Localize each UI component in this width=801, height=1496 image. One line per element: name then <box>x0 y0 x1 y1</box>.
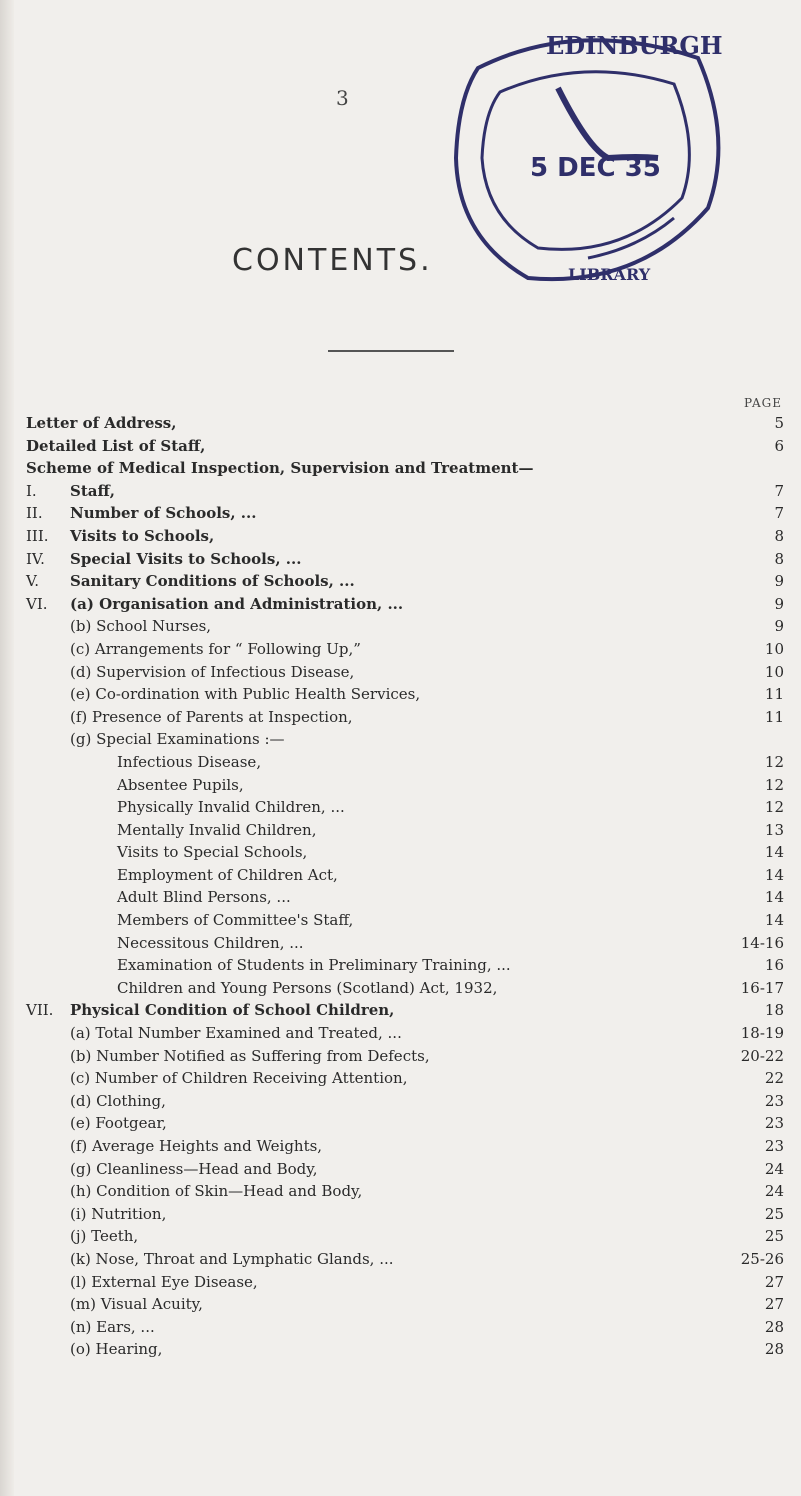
toc-entry-label: Sanitary Conditions of Schools, ... <box>70 572 355 591</box>
toc-entry <box>26 480 784 503</box>
toc-entry <box>26 796 784 819</box>
toc-entry <box>26 1022 784 1045</box>
toc-page-number: 25-26 <box>740 1249 784 1268</box>
toc-entry <box>26 525 784 548</box>
toc-entry <box>26 435 784 458</box>
toc-entry-label: (d) Supervision of Infectious Disease, <box>70 662 355 681</box>
toc-page-number: 5 <box>774 414 784 432</box>
table-of-contents <box>26 412 784 1361</box>
toc-entry-label: Members of Committee's Staff, <box>117 911 354 930</box>
toc-page-number: 22 <box>764 1069 784 1088</box>
toc-entry <box>26 1316 784 1339</box>
toc-entry <box>26 1158 784 1181</box>
toc-section-number: VI. <box>26 594 48 613</box>
page-number: 3 <box>336 86 349 110</box>
toc-entry-label: (i) Nutrition, <box>70 1204 167 1223</box>
toc-entry-label: Infectious Disease, <box>117 752 262 771</box>
toc-entry <box>26 751 784 774</box>
toc-entry <box>26 1293 784 1316</box>
toc-entry-label: Necessitous Children, ... <box>117 933 304 952</box>
toc-entry <box>26 819 784 842</box>
toc-entry-label: Number of Schools, ... <box>70 504 257 523</box>
toc-entry <box>26 412 784 435</box>
toc-page-number: 10 <box>764 662 784 681</box>
toc-entry <box>26 1248 784 1271</box>
toc-entry <box>26 999 784 1022</box>
toc-entry-label: Letter of Address, <box>26 414 177 432</box>
toc-entry-label: Detailed List of Staff, <box>26 436 206 455</box>
toc-entry <box>26 1090 784 1113</box>
toc-section-number: VII. <box>26 1001 54 1020</box>
toc-page-number: 28 <box>764 1317 784 1336</box>
toc-entry <box>26 1203 784 1226</box>
toc-page-number: 9 <box>774 617 784 636</box>
stamp-top-text: EDINBURGH <box>546 31 723 60</box>
toc-entry-label: (f) Presence of Parents at Inspection, <box>70 707 353 726</box>
toc-entry <box>26 457 784 480</box>
toc-entry <box>26 932 784 955</box>
contents-title: CONTENTS. <box>232 243 433 278</box>
page-column-label: PAGE <box>744 396 782 410</box>
toc-page-number: 9 <box>774 594 784 613</box>
toc-entry <box>26 661 784 684</box>
toc-entry-label: Physically Invalid Children, ... <box>117 798 345 817</box>
toc-entry-label: Visits to Special Schools, <box>117 843 308 862</box>
toc-entry-label: (j) Teeth, <box>70 1227 139 1246</box>
toc-page-number: 6 <box>774 436 784 455</box>
toc-page-number: 27 <box>764 1295 784 1314</box>
toc-page-number: 24 <box>764 1159 784 1178</box>
toc-entry <box>26 1045 784 1068</box>
toc-entry-label: (l) External Eye Disease, <box>70 1272 258 1291</box>
toc-page-number: 23 <box>764 1091 784 1110</box>
toc-entry-label: Examination of Students in Preliminary Training, ... <box>117 956 511 975</box>
toc-page-number: 20-22 <box>740 1046 784 1065</box>
toc-entry-label: Employment of Children Act, <box>117 865 338 884</box>
toc-page-number: 27 <box>764 1272 784 1291</box>
toc-page-number: 14-16 <box>740 933 784 952</box>
toc-section-number: V. <box>26 572 39 591</box>
toc-page-number: 7 <box>774 504 784 523</box>
toc-entry <box>26 774 784 797</box>
toc-entry <box>26 1135 784 1158</box>
toc-entry <box>26 1271 784 1294</box>
toc-page-number: 14 <box>764 911 784 930</box>
toc-entry-label: (a) Organisation and Administration, ... <box>70 594 404 613</box>
toc-entry <box>26 548 784 571</box>
toc-page-number: 12 <box>764 775 784 794</box>
toc-entry <box>26 841 784 864</box>
toc-page-number: 18 <box>764 1001 784 1020</box>
library-stamp <box>438 8 740 296</box>
toc-page-number: 12 <box>764 752 784 771</box>
toc-entry-label: (g) Special Examinations :— <box>70 730 285 749</box>
toc-page-number: 14 <box>764 865 784 884</box>
toc-page-number: 16-17 <box>740 978 784 997</box>
toc-entry-label: (h) Condition of Skin—Head and Body, <box>70 1182 363 1201</box>
toc-entry <box>26 683 784 706</box>
toc-entry <box>26 728 784 751</box>
toc-entry <box>26 1112 784 1135</box>
toc-page-number: 14 <box>764 843 784 862</box>
toc-entry-label: Staff, <box>70 481 116 500</box>
toc-entry <box>26 706 784 729</box>
toc-entry-label: (o) Hearing, <box>70 1340 163 1359</box>
toc-page-number: 11 <box>764 685 784 704</box>
toc-entry-label: (f) Average Heights and Weights, <box>70 1137 323 1155</box>
page-spine-edge <box>0 0 14 1496</box>
toc-entry-label: (a) Total Number Examined and Treated, ... <box>70 1024 402 1043</box>
toc-entry <box>26 615 784 638</box>
toc-page-number: 23 <box>764 1114 784 1133</box>
toc-entry <box>26 1225 784 1248</box>
toc-entry-label: Children and Young Persons (Scotland) Act, 1932, <box>117 978 498 997</box>
title-divider <box>328 350 454 352</box>
toc-entry-label: Scheme of Medical Inspection, Supervision and Treatment— <box>26 459 534 478</box>
toc-page-number: 7 <box>774 481 784 500</box>
toc-section-number: II. <box>26 504 43 523</box>
toc-entry <box>26 1180 784 1203</box>
toc-page-number: 25 <box>764 1227 784 1246</box>
toc-entry-label: (m) Visual Acuity, <box>70 1295 203 1314</box>
toc-entry-label: (k) Nose, Throat and Lymphatic Glands, ... <box>70 1249 394 1268</box>
toc-entry-label: Absentee Pupils, <box>117 775 244 794</box>
toc-page-number: 8 <box>774 549 784 568</box>
toc-entry-label: (d) Clothing, <box>70 1091 166 1110</box>
toc-entry <box>26 909 784 932</box>
toc-entry-label: Visits to Schools, <box>70 526 215 545</box>
toc-entry <box>26 1338 784 1361</box>
toc-section-number: IV. <box>26 549 45 568</box>
toc-entry <box>26 977 784 1000</box>
stamp-bottom-text: LIBRARY <box>568 265 651 284</box>
toc-page-number: 23 <box>764 1137 784 1155</box>
toc-entry-label: (e) Footgear, <box>70 1114 167 1133</box>
toc-entry <box>26 593 784 616</box>
toc-page-number: 9 <box>774 572 784 591</box>
toc-entry-label: Mentally Invalid Children, <box>117 820 317 839</box>
toc-entry-label: Special Visits to Schools, ... <box>70 549 302 568</box>
toc-page-number: 16 <box>764 956 784 975</box>
toc-page-number: 14 <box>764 888 784 907</box>
toc-entry-label: (b) School Nurses, <box>70 617 212 636</box>
toc-entry-label: Physical Condition of School Children, <box>70 1001 395 1020</box>
toc-page-number: 10 <box>764 639 784 658</box>
toc-page-number: 28 <box>764 1340 784 1359</box>
toc-entry <box>26 570 784 593</box>
toc-entry <box>26 638 784 661</box>
toc-entry <box>26 886 784 909</box>
toc-page-number: 24 <box>764 1182 784 1201</box>
toc-entry-label: (b) Number Notified as Suffering from Defects, <box>70 1046 430 1065</box>
toc-page-number: 13 <box>764 820 784 839</box>
toc-entry <box>26 864 784 887</box>
toc-page-number: 11 <box>764 707 784 726</box>
toc-entry <box>26 954 784 977</box>
toc-entry-label: (n) Ears, ... <box>70 1317 155 1336</box>
toc-entry <box>26 1067 784 1090</box>
toc-entry-label: (c) Arrangements for “ Following Up,” <box>70 639 361 658</box>
toc-page-number: 18-19 <box>740 1024 784 1043</box>
stamp-date: 5 DEC 35 <box>530 153 661 183</box>
toc-page-number: 8 <box>774 526 784 545</box>
toc-entry-label: (e) Co-ordination with Public Health Services, <box>70 685 421 704</box>
toc-entry-label: (c) Number of Children Receiving Attention, <box>70 1069 408 1088</box>
toc-entry <box>26 502 784 525</box>
toc-section-number: I. <box>26 481 37 500</box>
toc-entry-label: (g) Cleanliness—Head and Body, <box>70 1159 318 1178</box>
toc-entry-label: Adult Blind Persons, ... <box>117 888 291 907</box>
toc-page-number: 12 <box>764 798 784 817</box>
toc-section-number: III. <box>26 526 49 545</box>
toc-page-number: 25 <box>764 1204 784 1223</box>
